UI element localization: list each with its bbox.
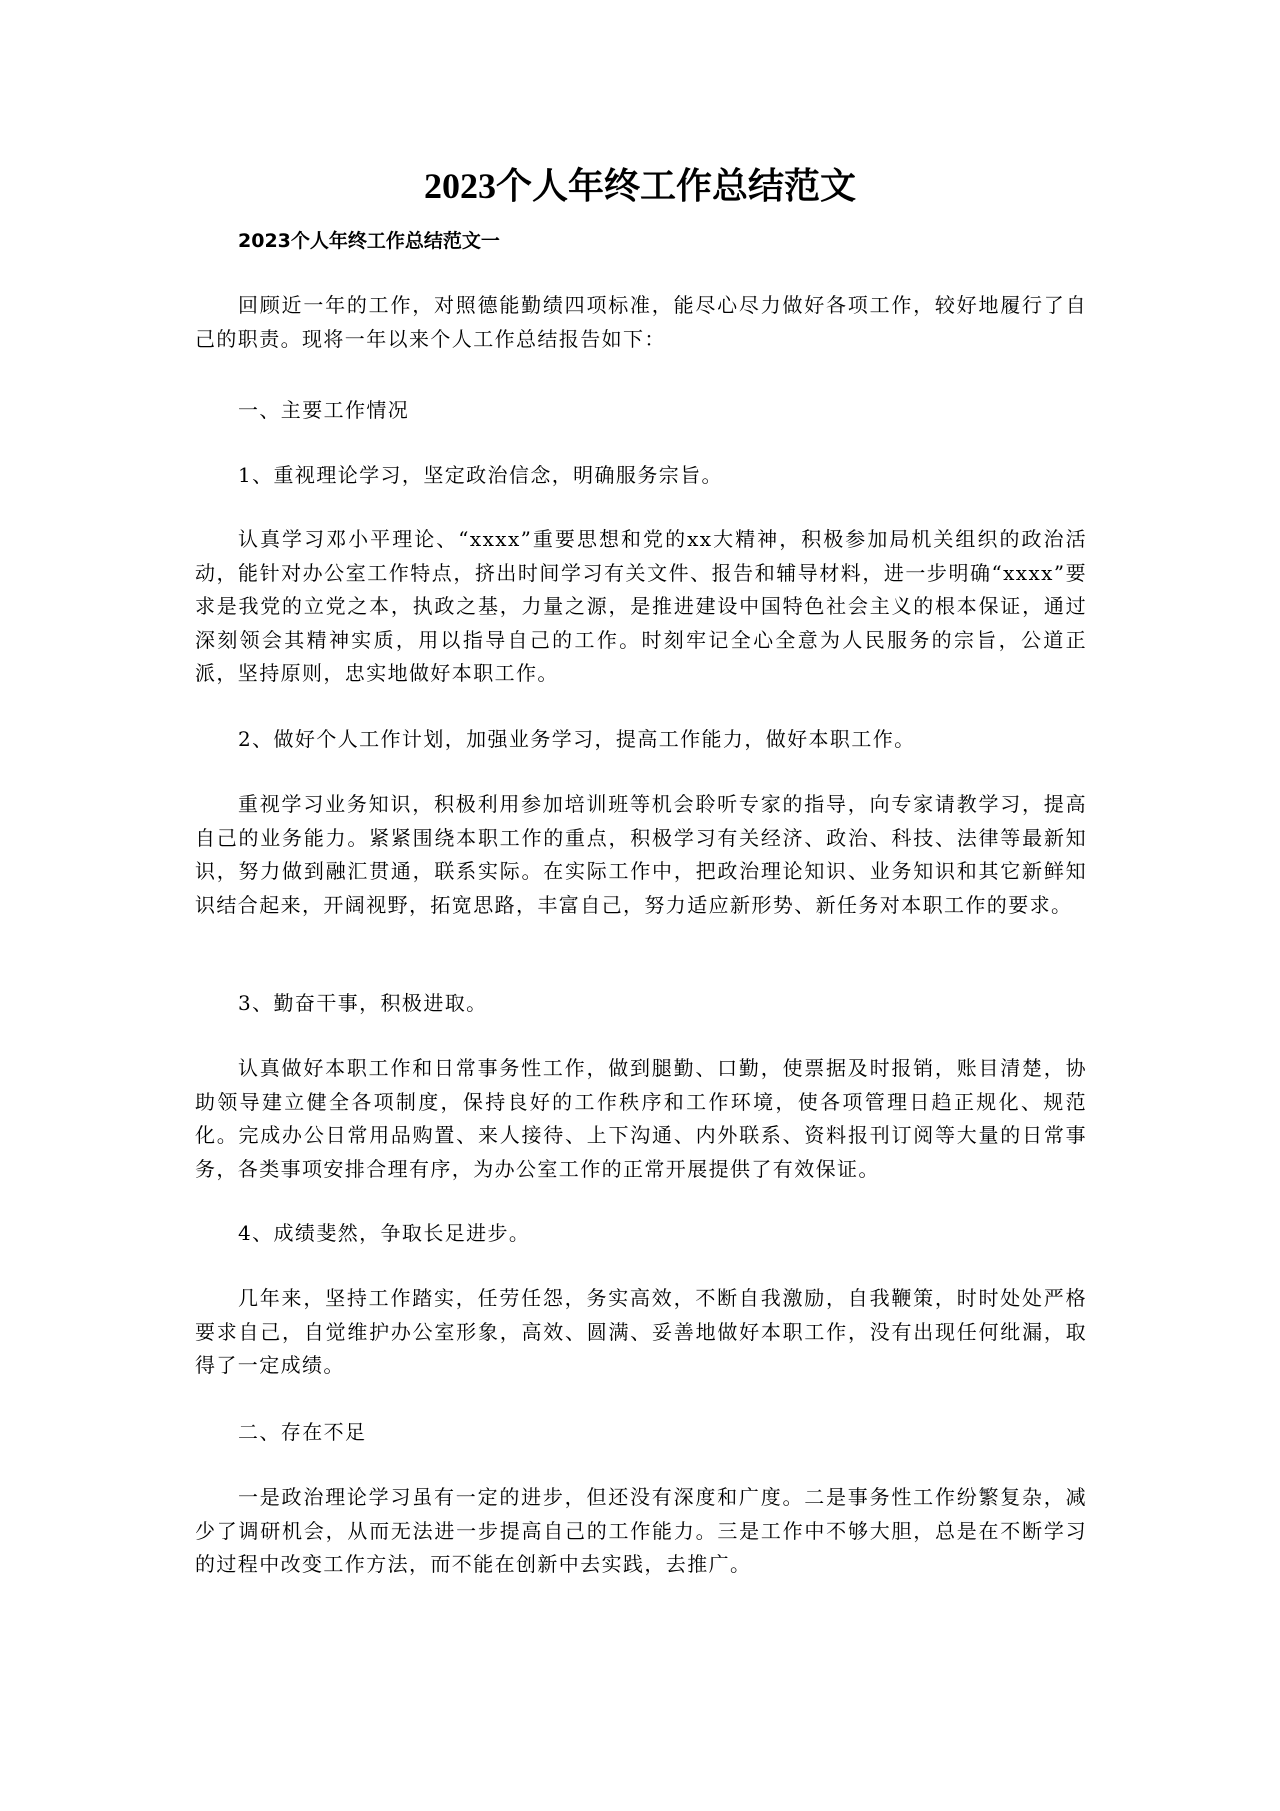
item3-paragraph: 认真做好本职工作和日常事务性工作，做到腿勤、口勤，使票据及时报销，账目清楚，协助领导建立健全各项制度，保持良好的工作秩序和工作环境，使各项管理日趋正规化、规范化。完成办公日常用品购置、来人接待、上下沟通、内外联系、资料报刊订阅等大量的日常事务，各类事项安排合理有序，为办公室工作的正常开展提供了有效保证。 <box>195 1056 1087 1181</box>
item1-heading: 1、重视理论学习，坚定政治信念，明确服务宗旨。 <box>238 463 723 487</box>
item1-paragraph: 认真学习邓小平理论、“xxxx”重要思想和党的xx大精神，积极参加局机关组织的政治活动，能针对办公室工作特点，挤出时间学习有关文件、报告和辅导材料，进一步明确“xxxx”要求是我党的立党之本，执政之基，力量之源，是推进建设中国特色社会主义的根本保证，通过深刻领会其精神实质，用以指导自己的工作。时刻牢记全心全意为人民服务的宗旨，公道正派，坚持原则，忠实地做好本职工作。 <box>195 527 1087 685</box>
section2-paragraph: 一是政治理论学习虽有一定的进步，但还没有深度和广度。二是事务性工作纷繁复杂，减少了调研机会，从而无法进一步提高自己的工作能力。三是工作中不够大胆，总是在不断学习的过程中改变工作方法，而不能在创新中去实践，去推广。 <box>195 1485 1087 1576</box>
item4-paragraph: 几年来，坚持工作踏实，任劳任怨，务实高效，不断自我激励，自我鞭策，时时处处严格要求自己，自觉维护办公室形象，高效、圆满、妥善地做好本职工作，没有出现任何纰漏，取得了一定成绩。 <box>195 1286 1087 1377</box>
section2-heading: 二、存在不足 <box>238 1420 367 1444</box>
item2-paragraph: 重视学习业务知识，积极利用参加培训班等机会聆听专家的指导，向专家请教学习，提高自己的业务能力。紧紧围绕本职工作的重点，积极学习有关经济、政治、科技、法律等最新知识，努力做到融汇贯通，联系实际。在实际工作中，把政治理论知识、业务知识和其它新鲜知识结合起来，开阔视野，拓宽思路，丰富自己，努力适应新形势、新任务对本职工作的要求。 <box>195 792 1087 917</box>
section1-heading: 一、主要工作情况 <box>238 398 410 422</box>
item2-heading: 2、做好个人工作计划，加强业务学习，提高工作能力，做好本职工作。 <box>238 727 916 751</box>
item3-heading: 3、勤奋干事，积极进取。 <box>238 991 488 1015</box>
intro-paragraph: 回顾近一年的工作，对照德能勤绩四项标准，能尽心尽力做好各项工作，较好地履行了自己的职责。现将一年以来个人工作总结报告如下： <box>195 293 1087 351</box>
item4-heading: 4、成绩斐然，争取长足进步。 <box>238 1221 531 1245</box>
document-subtitle: 2023个人年终工作总结范文一 <box>238 230 500 252</box>
document-title: 2023个人年终工作总结范文 <box>423 166 856 206</box>
